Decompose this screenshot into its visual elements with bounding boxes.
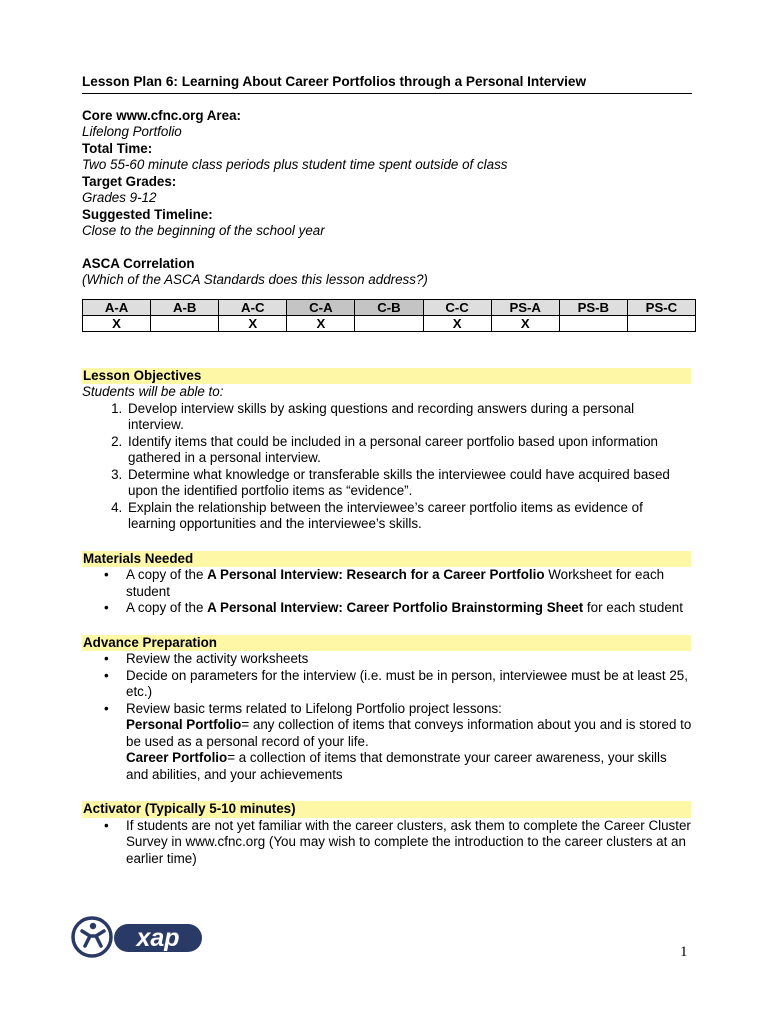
objectives-heading: Lesson Objectives [82, 368, 691, 385]
asca-header-cell: A-C [219, 299, 287, 315]
materials-list [82, 567, 692, 617]
asca-header-row [83, 299, 696, 315]
asca-header-cell: C-B [355, 299, 423, 315]
bullet-icon: • [104, 700, 109, 716]
activator-item-text: If students are not yet familiar with the career clusters, ask them to complete the Career Cluster Survey in www.cfnc.org (You may wish to complete the introduction to the career clusters at an earlier time) [126, 817, 691, 866]
asca-mark-cell: X [491, 315, 559, 331]
activator-list [82, 818, 692, 868]
logo-text: xap [136, 924, 180, 952]
meta-value-area: Lifelong Portfolio [82, 124, 182, 139]
objective-item: 1. Develop interview skills by asking questions and recording answers during a personal interview. [126, 401, 692, 434]
meta-label-grades: Target Grades: [82, 173, 177, 189]
material-item [104, 600, 692, 617]
advance-item-text: Decide on parameters for the interview (i.e. must be in person, interviewee must be at least 25, etc.) [126, 667, 688, 699]
asca-section [82, 256, 692, 332]
bullet-icon: • [104, 651, 109, 666]
meta-label-time: Total Time: [82, 140, 153, 156]
material-item [104, 567, 692, 600]
asca-mark-cell [355, 315, 423, 331]
asca-mark-cell: X [287, 315, 355, 331]
meta-value-timeline: Close to the beginning of the school year [82, 223, 325, 238]
meta-label-timeline: Suggested Timeline: [82, 206, 213, 222]
advance-heading: Advance Preparation [82, 635, 691, 652]
meta-block [82, 108, 692, 240]
advance-list [82, 651, 692, 783]
asca-table [82, 299, 696, 332]
xap-logo [70, 910, 206, 964]
material-worksheet-title: A Personal Interview: Research for a Career Portfolio [207, 567, 545, 582]
objectives-intro: Students will be able to: [82, 384, 224, 399]
asca-mark-cell: X [423, 315, 491, 331]
page-number: 1 [680, 944, 688, 960]
asca-header-cell: A-A [83, 299, 151, 315]
advance-item-text: Review the activity worksheets [126, 651, 309, 666]
lesson-title: Lesson Plan 6: Learning About Career Portfolios through a Personal Interview [82, 74, 692, 94]
meta-value-grades: Grades 9-12 [82, 190, 157, 205]
asca-header-cell: PS-B [559, 299, 627, 315]
asca-header-cell: C-C [423, 299, 491, 315]
xap-logo-icon [70, 910, 206, 964]
bullet-icon: • [104, 817, 109, 833]
meta-value-time: Two 55-60 minute class periods plus student time spent outside of class [82, 157, 508, 172]
advance-item-text: Review basic terms related to Lifelong Portfolio project lessons: [126, 700, 502, 716]
objective-item: 2. Identify items that could be included in a personal career portfolio based upon information gathered in a personal interview. [126, 434, 692, 467]
material-text-pre: A copy of the [126, 600, 208, 615]
term-name: Career Portfolio [126, 750, 228, 765]
objective-item: 3. Determine what knowledge or transferable skills the interviewee could have acquired based upon the identified portfolio items as “evidence”. [126, 467, 692, 500]
advance-item [104, 651, 692, 668]
materials-heading: Materials Needed [82, 551, 691, 568]
asca-mark-cell: X [219, 315, 287, 331]
term-def: = a collection of items that demonstrate your career awareness, your skills and abilities, and your achievements [126, 750, 667, 782]
asca-mark-cell: X [83, 315, 151, 331]
term-def: = any collection of items that conveys information about you and is stored to be used as a personal record of your life. [126, 717, 692, 749]
material-text-pre: A copy of the [126, 567, 208, 582]
material-text-post: Worksheet for each student [126, 567, 665, 599]
term-name: Personal Portfolio [126, 717, 242, 732]
asca-mark-cell [627, 315, 695, 331]
asca-question: (Which of the ASCA Standards does this lesson address?) [82, 272, 428, 287]
asca-mark-cell [151, 315, 219, 331]
asca-header-cell: PS-A [491, 299, 559, 315]
material-text-post: for each student [583, 600, 683, 615]
bullet-icon: • [104, 667, 109, 683]
objective-item: 4. Explain the relationship between the interviewee’s career portfolio items as evidence of learning opportunities and the interviewee’s skills. [126, 500, 692, 533]
advance-item [104, 700, 692, 784]
activator-item [104, 817, 692, 868]
objectives-list [82, 401, 692, 533]
term-definition [126, 717, 692, 750]
asca-header-cell: A-B [151, 299, 219, 315]
asca-header-cell: C-A [287, 299, 355, 315]
bullet-icon: • [104, 600, 109, 615]
meta-label-area: Core www.cfnc.org Area: [82, 107, 241, 123]
page-content [82, 74, 692, 867]
advance-item [104, 667, 692, 701]
asca-mark-cell [559, 315, 627, 331]
term-definition [126, 750, 692, 783]
asca-header-cell: PS-C [627, 299, 695, 315]
activator-heading: Activator (Typically 5-10 minutes) [82, 801, 691, 818]
material-worksheet-title: A Personal Interview: Career Portfolio Brainstorming Sheet [207, 600, 584, 615]
asca-mark-row [83, 315, 696, 331]
bullet-icon: • [104, 567, 109, 582]
asca-heading: ASCA Correlation [82, 255, 195, 271]
